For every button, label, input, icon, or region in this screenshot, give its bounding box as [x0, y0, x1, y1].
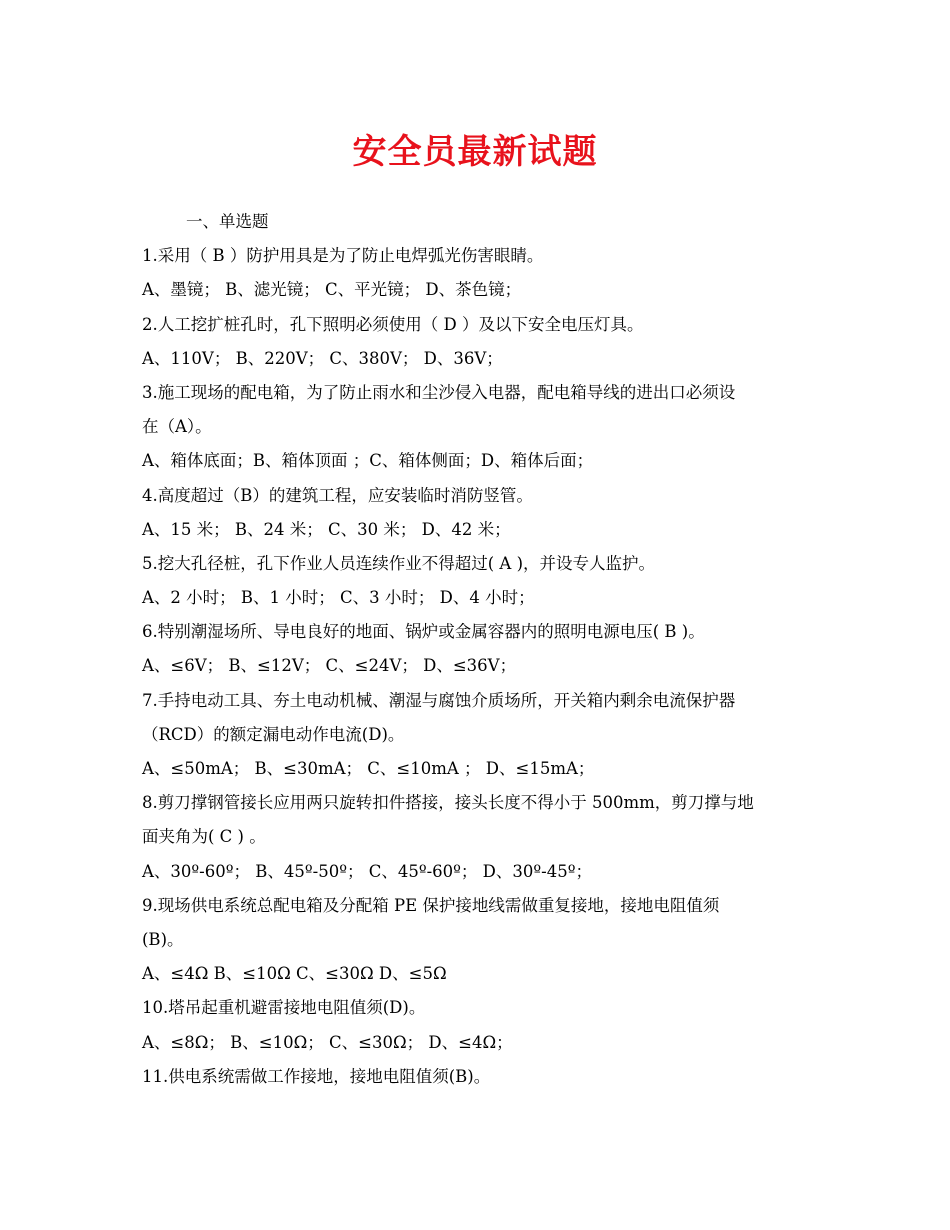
question-line: 4.高度超过（B）的建筑工程，应安装临时消防竖管。	[142, 485, 533, 505]
answer-options-line: A、15 米； B、24 米； C、30 米； D、42 米；	[142, 519, 511, 539]
question-list	[142, 205, 822, 1094]
question-line: 11.供电系统需做工作接地，接地电阻值须(B)。	[142, 1066, 491, 1086]
question-line: 6.特别潮湿场所、导电良好的地面、锅炉或金属容器内的照明电源电压( B )。	[142, 622, 705, 642]
answer-options-line: A、≤8Ω； B、≤10Ω； C、≤30Ω； D、≤4Ω；	[142, 1032, 513, 1052]
question-line: 9.现场供电系统总配电箱及分配箱 PE 保护接地线需做重复接地，接地电阻值须	[142, 895, 720, 915]
answer-options-line: A、≤50mA； B、≤30mA； C、≤10mA ； D、≤15mA；	[142, 759, 595, 778]
question-line: 10.塔吊起重机避雷接地电阻值须(D)。	[142, 998, 426, 1018]
question-line: （RCD）的额定漏电动作电流(D)。	[142, 724, 405, 744]
answer-options-line: A、墨镜； B、滤光镜； C、平光镜； D、茶色镜；	[142, 280, 522, 300]
section-heading: 一、单选题	[186, 212, 269, 231]
question-line: 5.挖大孔径桩，孔下作业人员连续作业不得超过( A )，并设专人监护。	[142, 553, 656, 573]
answer-options-line: A、≤6V； B、≤12V； C、≤24V； D、≤36V；	[142, 656, 517, 676]
question-line: 3.施工现场的配电箱，为了防止雨水和尘沙侵入电器，配电箱导线的进出口必须设	[142, 382, 736, 402]
answer-options-line: A、110V； B、220V； C、380V； D、36V；	[142, 348, 503, 368]
question-line: 面夹角为( C ) 。	[142, 827, 266, 847]
question-line: 在（A）。	[142, 417, 212, 437]
answer-options-line: A、30º-60º； B、45º-50º； C、45º-60º； D、30º-45º；	[142, 861, 592, 881]
question-line: (B)。	[142, 929, 184, 949]
question-line: 2.人工挖扩桩孔时，孔下照明必须使用（ D ）及以下安全电压灯具。	[142, 314, 644, 334]
question-line: 7.手持电动工具、夯土电动机械、潮湿与腐蚀介质场所，开关箱内剩余电流保护器	[142, 690, 736, 710]
answer-options-line: A、2 小时； B、1 小时； C、3 小时； D、4 小时；	[142, 588, 535, 608]
answer-options-line: A、箱体底面；B、箱体顶面 ；C、箱体侧面；D、箱体后面；	[142, 451, 594, 471]
question-line: 8.剪刀撑钢管接长应用两只旋转扣件搭接，接头长度不得小于 500mm，剪刀撑与地	[142, 793, 754, 813]
question-line: 1.采用（ B ）防护用具是为了防止电焊弧光伤害眼睛。	[142, 246, 544, 266]
answer-options-line: A、≤4Ω B、≤10Ω C、≤30Ω D、≤5Ω	[142, 964, 447, 984]
page-title: 安全员最新试题	[352, 132, 598, 172]
